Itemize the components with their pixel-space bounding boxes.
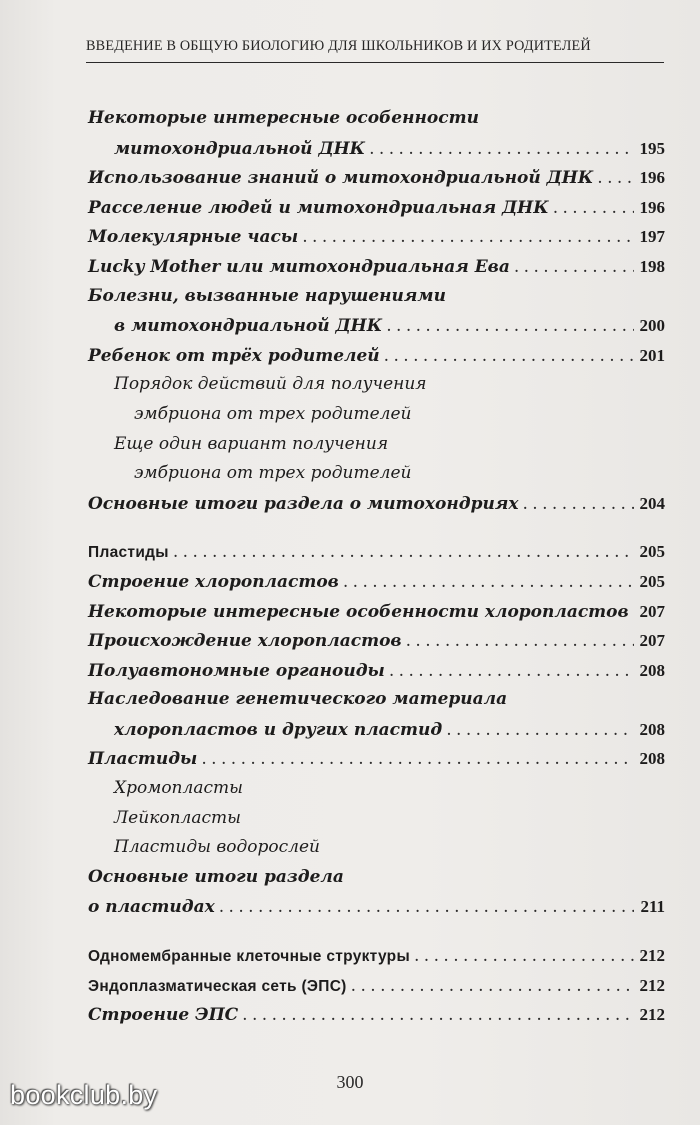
toc-entry-title: Происхождение хлоропластов xyxy=(88,631,402,652)
toc-page-number: 204 xyxy=(639,493,665,513)
toc-entry-title: Пластиды xyxy=(88,544,169,562)
toc-entry xyxy=(88,1000,665,1030)
dot-leader xyxy=(302,223,633,253)
dot-leader xyxy=(514,253,634,283)
header-rule xyxy=(86,62,664,63)
toc-entry-title: Болезни, вызванные нарушениями xyxy=(88,285,446,306)
toc-entry-title: хлоропластов и других пластид xyxy=(114,719,443,740)
toc-entry xyxy=(88,282,665,312)
toc-entry-title: о пластидах xyxy=(88,897,215,918)
page-number: 300 xyxy=(336,1072,364,1092)
toc-page-number: 207 xyxy=(639,631,665,651)
toc-entry-title: в митохондриальной ДНК xyxy=(114,316,383,337)
toc-section-entry xyxy=(88,537,665,567)
toc-entry-title: эмбриона от трех родителей xyxy=(134,463,412,484)
toc-section-entry xyxy=(88,941,665,971)
dot-leader xyxy=(553,194,634,224)
toc-page-number: 205 xyxy=(639,571,665,591)
toc-subentry xyxy=(88,370,665,400)
toc-page-number: 208 xyxy=(639,749,665,769)
toc-entry-title: Хромопласты xyxy=(114,778,243,799)
toc-page-number: 212 xyxy=(639,946,665,966)
dot-leader xyxy=(173,538,634,568)
dot-leader xyxy=(219,893,635,923)
dot-leader xyxy=(386,312,633,342)
toc-page-number: 197 xyxy=(639,227,665,247)
dot-leader xyxy=(406,627,634,657)
toc-entry xyxy=(88,489,665,519)
toc-page-number: 205 xyxy=(639,542,665,562)
toc-subentry xyxy=(88,430,665,460)
toc-entry xyxy=(88,715,665,745)
toc-entry-title: Расселение людей и митохондриальная ДНК xyxy=(88,197,549,218)
toc-entry xyxy=(88,626,665,656)
toc-entry xyxy=(88,311,665,341)
dot-leader xyxy=(369,135,633,165)
toc-entry-title: Порядок действий для получения xyxy=(114,374,427,395)
toc-entry xyxy=(88,685,665,715)
toc-entry xyxy=(88,104,665,134)
toc-page-number: 211 xyxy=(640,897,665,917)
toc-page-number: 212 xyxy=(639,975,665,995)
toc-entry-title: митохондриальной ДНК xyxy=(114,138,366,159)
toc-subentry xyxy=(88,774,665,804)
toc-entry-title: Молекулярные часы xyxy=(88,227,299,248)
toc-page-number: 208 xyxy=(639,660,665,680)
toc-entry-title: Еще один вариант получения xyxy=(114,433,389,454)
toc-section-entry xyxy=(88,971,665,1001)
toc-entry xyxy=(88,656,665,686)
dot-leader xyxy=(446,716,633,746)
toc-page-number: 212 xyxy=(639,1005,665,1025)
dot-leader xyxy=(522,490,633,520)
toc-entry-title: Пластиды водорослей xyxy=(114,837,321,858)
dot-leader xyxy=(343,568,634,598)
toc-subentry xyxy=(88,804,665,834)
dot-leader xyxy=(633,598,634,628)
dot-leader xyxy=(597,164,633,194)
toc-subentry xyxy=(88,459,665,489)
toc-entry xyxy=(88,892,665,922)
toc-entry xyxy=(88,193,665,223)
toc-page-number: 196 xyxy=(639,168,665,188)
toc-entry xyxy=(88,222,665,252)
toc-entry xyxy=(88,567,665,597)
toc-entry-title: Лейкопласты xyxy=(114,807,241,828)
toc-page-number: 198 xyxy=(639,256,665,276)
section-gap xyxy=(88,518,665,537)
toc-entry xyxy=(88,863,665,893)
toc-entry xyxy=(88,341,665,371)
section-gap xyxy=(88,922,665,941)
toc-entry-title: Эндоплазматическая сеть (ЭПС) xyxy=(88,977,347,995)
toc-page-number: 196 xyxy=(639,197,665,217)
dot-leader xyxy=(414,942,634,972)
table-of-contents xyxy=(88,104,665,1030)
dot-leader xyxy=(389,657,634,687)
toc-entry-title: Полуавтономные органоиды xyxy=(88,660,385,681)
toc-subentry xyxy=(88,400,665,430)
toc-entry-title: Строение ЭПС xyxy=(88,1005,239,1026)
toc-entry-title: Основные итоги раздела о митохондриях xyxy=(88,493,519,514)
toc-entry-title: Lucky Mother или митохондриальная Ева xyxy=(88,256,510,277)
toc-entry-title: эмбриона от трех родителей xyxy=(134,403,412,424)
toc-entry-title: Основные итоги раздела xyxy=(88,866,344,887)
dot-leader xyxy=(384,342,634,372)
toc-entry-title: Наследование генетического материала xyxy=(88,689,508,710)
running-head: ВВЕДЕНИЕ В ОБЩУЮ БИОЛОГИЮ ДЛЯ ШКОЛЬНИКОВ И ИХ РОДИТЕЛЕЙ xyxy=(86,38,591,54)
toc-page-number: 208 xyxy=(639,719,665,739)
toc-entry-title: Одномембранные клеточные структуры xyxy=(88,948,410,966)
toc-entry-title: Ребенок от трёх родителей xyxy=(88,345,380,366)
toc-entry-title: Пластиды xyxy=(88,749,198,770)
toc-entry-title: Использование знаний о митохондриальной ДНК xyxy=(88,168,594,189)
toc-page-number: 195 xyxy=(639,138,665,158)
toc-entry xyxy=(88,163,665,193)
toc-page-number: 207 xyxy=(639,601,665,621)
toc-entry xyxy=(88,744,665,774)
toc-subentry xyxy=(88,833,665,863)
toc-entry-title: Некоторые интересные особенности xyxy=(88,108,479,128)
dot-leader xyxy=(201,745,633,775)
dot-leader xyxy=(351,972,634,1002)
watermark-logo: bookclub.by xyxy=(10,1080,158,1110)
toc-entry xyxy=(88,597,665,627)
toc-entry-title: Строение хлоропластов xyxy=(88,571,339,592)
dot-leader xyxy=(242,1001,633,1031)
toc-entry xyxy=(88,252,665,282)
toc-page-number: 201 xyxy=(639,345,665,365)
toc-entry xyxy=(88,134,665,164)
toc-entry-title: Некоторые интересные особенности хлоропластов xyxy=(88,601,629,622)
toc-page-number: 200 xyxy=(639,316,665,336)
